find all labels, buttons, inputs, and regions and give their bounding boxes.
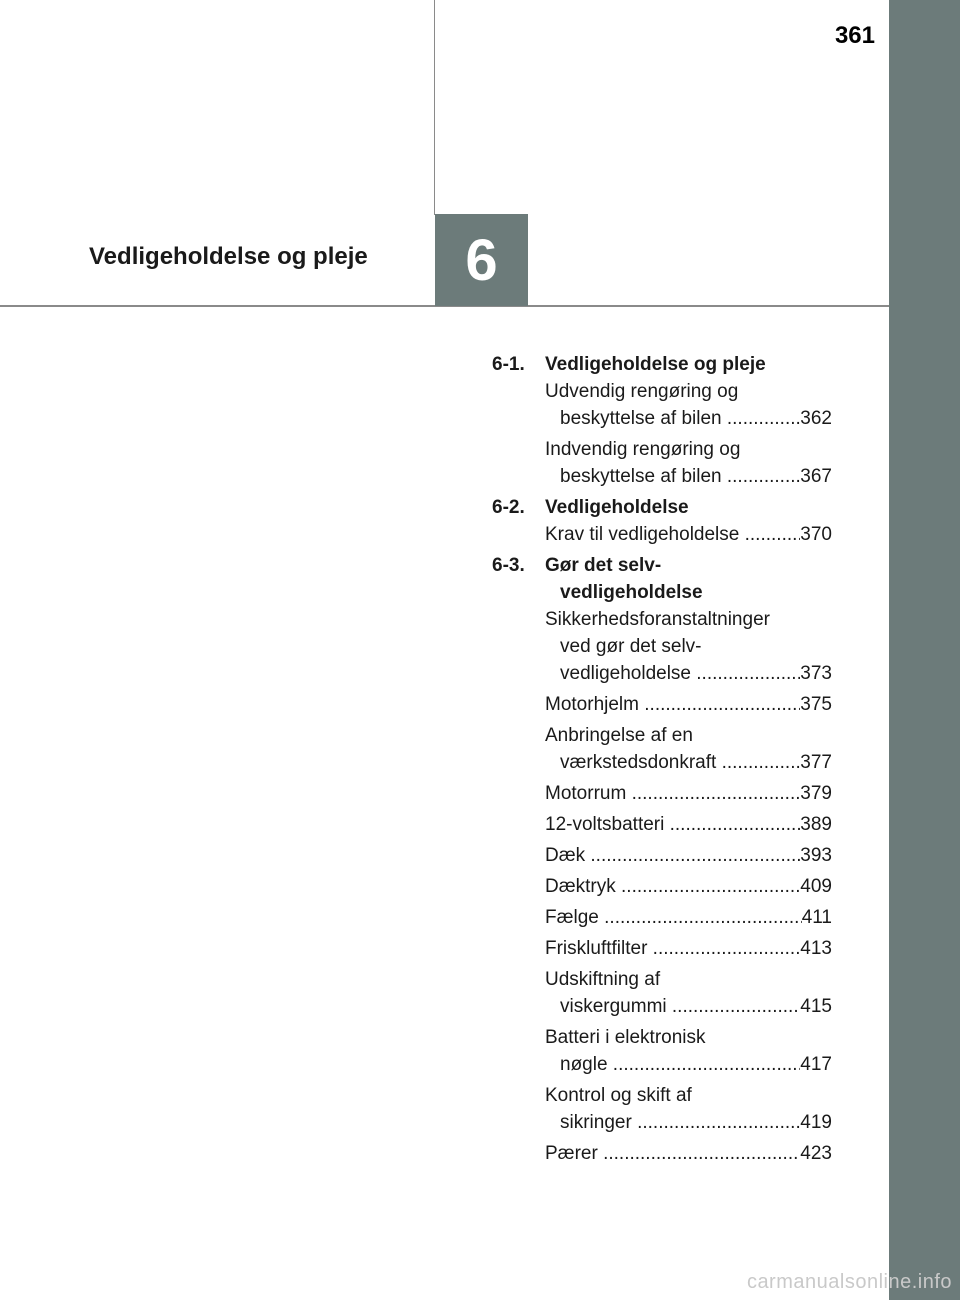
toc-entry-row: [545, 660, 832, 687]
toc-entry-text: Dæktryk: [545, 876, 616, 897]
toc-entry[interactable]: [545, 935, 832, 962]
toc-section-number: 6-3.: [492, 555, 525, 576]
toc-entry-page: 379: [800, 783, 832, 804]
toc-entry-text: Motorhjelm: [545, 694, 639, 715]
toc-entry-title: [560, 1051, 800, 1078]
toc-entry[interactable]: [545, 606, 832, 687]
toc-entry-text: 12-voltsbatteri: [545, 814, 665, 835]
toc-entry-row: [545, 1051, 832, 1078]
toc-entry-row: [545, 1109, 832, 1136]
toc-entry-page: 362: [800, 408, 832, 429]
toc-entry-page: 375: [800, 694, 832, 715]
page-number: 361: [834, 22, 875, 49]
toc-entry[interactable]: [545, 1024, 832, 1078]
toc-entry[interactable]: [545, 811, 832, 838]
toc-section-heading[interactable]: [492, 552, 832, 606]
toc-entry-line: Udvendig rengøring og: [545, 381, 739, 402]
toc-section-heading[interactable]: [492, 351, 832, 378]
toc-entry-row: [545, 904, 832, 931]
toc-section-heading[interactable]: [492, 494, 832, 521]
toc-entry[interactable]: [545, 378, 832, 432]
toc-entry-title: [545, 811, 800, 838]
toc-entry-text: Krav til vedligeholdelse: [545, 524, 740, 545]
toc-section-title-line: Vedligeholdelse: [545, 497, 689, 518]
toc-entry-text: Motorrum: [545, 783, 627, 804]
chapter-side-tab: [889, 0, 960, 1300]
toc-entry-row: [545, 811, 832, 838]
toc-entry-line: Anbringelse af en: [545, 725, 693, 746]
toc-entry[interactable]: [545, 436, 832, 490]
toc-section-number: 6-1.: [492, 354, 525, 375]
toc-entry-title: [560, 405, 800, 432]
toc-entry-text: beskyttelse af bilen: [560, 408, 722, 429]
toc-section: [492, 552, 832, 1167]
toc-entry-text: Dæk: [545, 845, 586, 866]
toc-entry-page: 417: [800, 1054, 832, 1075]
toc-entry-line: Kontrol og skift af: [545, 1085, 692, 1106]
vertical-divider: [434, 0, 435, 215]
toc-entry-page: 411: [801, 907, 832, 928]
toc-entry[interactable]: [545, 842, 832, 869]
toc-entry[interactable]: [545, 1082, 832, 1136]
toc-entry-title: [560, 463, 800, 490]
toc-entry-line: Batteri i elektronisk: [545, 1027, 706, 1048]
toc-section-title: [545, 351, 832, 378]
toc-entry-page: 415: [800, 996, 832, 1017]
toc-entry[interactable]: [545, 722, 832, 776]
toc-entry[interactable]: [545, 873, 832, 900]
toc-entry-text: Pærer: [545, 1143, 598, 1164]
toc-entry-line: Indvendig rengøring og: [545, 439, 741, 460]
toc-entry-page: 413: [800, 938, 832, 959]
toc-entry-page: 423: [800, 1143, 832, 1164]
table-of-contents: [492, 351, 832, 1171]
toc-entry-title: [545, 1140, 800, 1167]
toc-entry[interactable]: [545, 691, 832, 718]
toc-entry-line: Sikkerhedsforanstaltninger: [545, 609, 770, 630]
toc-section-title: [545, 552, 832, 606]
toc-entry-title: [545, 873, 800, 900]
toc-entry-title: [545, 521, 800, 548]
toc-entry-row: [545, 993, 832, 1020]
toc-entry[interactable]: [545, 780, 832, 807]
toc-entry-title: [545, 935, 800, 962]
toc-entry-text: sikringer: [560, 1112, 632, 1133]
toc-entry-page: 393: [800, 845, 832, 866]
toc-entry-row: [545, 935, 832, 962]
toc-section-title: [545, 494, 832, 521]
toc-entry-title: [560, 660, 800, 687]
toc-entry-row: [545, 873, 832, 900]
toc-entry-page: 370: [800, 524, 832, 545]
toc-entry[interactable]: [545, 1140, 832, 1167]
toc-entry-row: [545, 463, 832, 490]
toc-section-title-line: Vedligeholdelse og pleje: [545, 354, 766, 375]
toc-entry[interactable]: [545, 966, 832, 1020]
toc-entry-text: viskergummi: [560, 996, 667, 1017]
chapter-number-box: 6: [435, 214, 528, 306]
toc-entry[interactable]: [545, 904, 832, 931]
toc-entry-text: nøgle: [560, 1054, 608, 1075]
toc-entry-line: Udskiftning af: [545, 969, 661, 990]
watermark: carmanualsonline.info: [746, 1271, 952, 1293]
toc-section: [492, 351, 832, 490]
toc-entry-row: [545, 749, 832, 776]
toc-entry-line: ved gør det selv-: [560, 636, 702, 657]
toc-entry-title: [545, 780, 800, 807]
toc-entry-page: 367: [800, 466, 832, 487]
toc-entry-row: [545, 842, 832, 869]
toc-entry-row: [545, 691, 832, 718]
toc-entry-page: 373: [800, 663, 832, 684]
toc-section-title-line: vedligeholdelse: [560, 582, 703, 603]
toc-entry-row: [545, 1140, 832, 1167]
toc-entry-text: vedligeholdelse: [560, 663, 691, 684]
toc-entry-title: [545, 691, 800, 718]
chapter-title: Vedligeholdelse og pleje: [89, 243, 368, 270]
toc-entry-title: [560, 993, 800, 1020]
toc-entry-title: [545, 842, 800, 869]
toc-entry-page: 419: [800, 1112, 832, 1133]
toc-section: [492, 494, 832, 548]
toc-entry-text: værkstedsdonkraft: [560, 752, 717, 773]
toc-entry-title: [560, 749, 800, 776]
toc-entry-text: Fælge: [545, 907, 599, 928]
toc-entry-text: beskyttelse af bilen: [560, 466, 722, 487]
toc-entry-title: [545, 904, 802, 931]
toc-entry-page: 409: [800, 876, 832, 897]
toc-section-title-line: Gør det selv-: [545, 555, 662, 576]
toc-entry-page: 377: [800, 752, 832, 773]
toc-entry-title: [560, 1109, 800, 1136]
toc-entry-row: [545, 405, 832, 432]
toc-entry-row: [545, 521, 832, 548]
toc-entry-row: [545, 780, 832, 807]
toc-entry-text: Friskluftfilter: [545, 938, 648, 959]
toc-section-number: 6-2.: [492, 497, 525, 518]
toc-entry[interactable]: [545, 521, 832, 548]
toc-entry-page: 389: [800, 814, 832, 835]
